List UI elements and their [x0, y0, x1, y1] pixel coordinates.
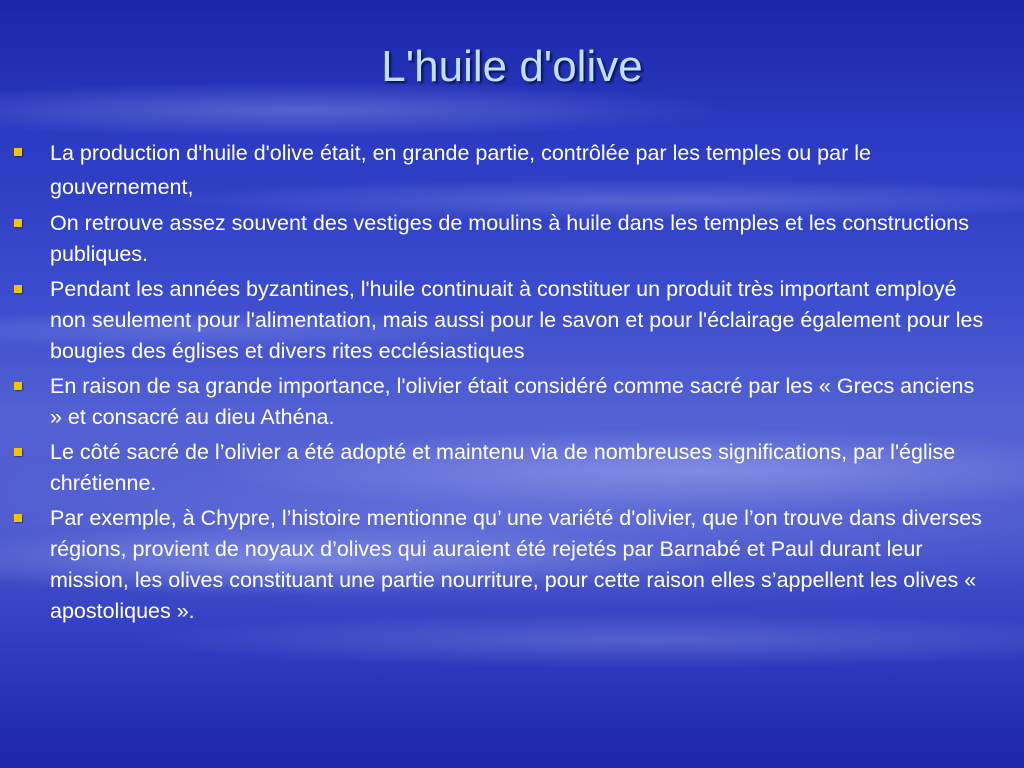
square-bullet-icon [14, 285, 22, 293]
list-item [14, 503, 984, 627]
square-bullet-icon [14, 514, 22, 522]
list-item [14, 208, 984, 270]
bullet-text: En raison de sa grande importance, l'olivier était considéré comme sacré par les « Grecs anciens » et consacré au dieu Athéna. [50, 374, 975, 429]
list-item [14, 437, 984, 499]
bullet-text: La production d'huile d'olive était, en grande partie, contrôlée par les temples ou par le gouvernement, [50, 141, 871, 199]
square-bullet-icon [14, 382, 22, 390]
square-bullet-icon [14, 219, 22, 227]
bullet-text: Par exemple, à Chypre, l’histoire mentionne qu’ une variété d'olivier, que l’on trouve dans diverses régions, provient de noyaux d’olives qui auraient été rejetés par Barnabé et Paul durant leur mission, les olives constituant une partie nourriture, pour cette raison elles s’appellent les olives « apostoliques ». [50, 506, 982, 623]
list-item [14, 274, 984, 367]
bullet-text: On retrouve assez souvent des vestiges de moulins à huile dans les temples et les constructions publiques. [50, 211, 970, 266]
slide-title: L'huile d'olive [381, 42, 643, 91]
bullet-text: Le côté sacré de l’olivier a été adopté et maintenu via de nombreuses significations, par l'église chrétienne. [50, 440, 956, 495]
square-bullet-icon [14, 148, 22, 156]
list-item [14, 371, 984, 433]
list-item [14, 136, 984, 204]
square-bullet-icon [14, 448, 22, 456]
bullet-list [14, 136, 984, 631]
bullet-text: Pendant les années byzantines, l'huile continuait à constituer un produit très important employé non seulement pour l'alimentation, mais aussi pour le savon et pour l'éclairage également pour les bougies des églises et divers rites ecclésiastiques [50, 277, 984, 363]
